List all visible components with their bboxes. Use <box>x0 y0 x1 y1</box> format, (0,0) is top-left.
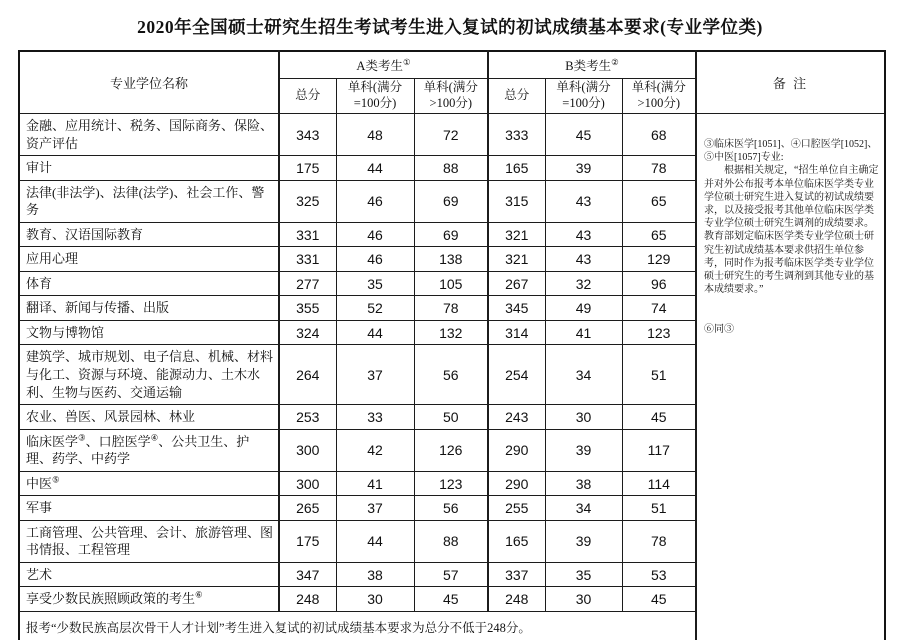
score-table-body <box>19 114 885 640</box>
score-cell: 132 <box>414 320 488 345</box>
score-cell: 325 <box>279 180 336 222</box>
score-cell: 129 <box>622 247 696 272</box>
score-cell: 72 <box>414 114 488 156</box>
degree-name-cell: 应用心理 <box>19 247 279 272</box>
degree-name-cell: 农业、兽医、风景园林、林业 <box>19 405 279 430</box>
score-cell: 56 <box>414 496 488 521</box>
score-cell: 355 <box>279 296 336 321</box>
score-cell: 74 <box>622 296 696 321</box>
score-cell: 46 <box>336 222 414 247</box>
score-cell: 53 <box>622 562 696 587</box>
degree-name-cell: 审计 <box>19 156 279 181</box>
score-cell: 267 <box>488 271 545 296</box>
score-cell: 321 <box>488 222 545 247</box>
score-cell: 46 <box>336 180 414 222</box>
degree-name-cell: 享受少数民族照顾政策的考生⑥ <box>19 587 279 612</box>
score-cell: 253 <box>279 405 336 430</box>
score-cell: 248 <box>488 587 545 612</box>
score-cell: 78 <box>622 520 696 562</box>
degree-name-cell: 临床医学③、口腔医学④、公共卫生、护理、药学、中药学 <box>19 429 279 471</box>
score-cell: 57 <box>414 562 488 587</box>
remark-body: 根据相关规定，“招生单位自主确定并对外公布报考本单位临床医学类专业学位硕士研究生进入复试的初试成绩要求，以及接受报考其他单位临床医学类专业学位硕士研究生调剂的成绩要求。教育部划定临床医学类专业学位硕士研究生初试成绩基本要求供招生单位参考，同时作为报考临床医学类专业学位硕士研究生的考生调剂到其他专业的基本成绩要求。” <box>704 165 879 296</box>
score-cell: 300 <box>279 471 336 496</box>
score-cell: 45 <box>622 587 696 612</box>
score-cell: 45 <box>545 114 622 156</box>
score-cell: 43 <box>545 247 622 272</box>
score-cell: 347 <box>279 562 336 587</box>
degree-name-cell: 工商管理、公共管理、会计、旅游管理、图书情报、工程管理 <box>19 520 279 562</box>
score-cell: 324 <box>279 320 336 345</box>
col-header-degree-name: 专业学位名称 <box>19 51 279 114</box>
score-cell: 321 <box>488 247 545 272</box>
score-cell: 254 <box>488 345 545 405</box>
score-cell: 331 <box>279 222 336 247</box>
score-cell: 78 <box>622 156 696 181</box>
score-cell: 243 <box>488 405 545 430</box>
remark-intro: ③临床医学[1051]、④口腔医学[1052]、⑤中医[1057]专业: <box>704 139 878 164</box>
score-cell: 50 <box>414 405 488 430</box>
score-cell: 117 <box>622 429 696 471</box>
score-cell: 33 <box>336 405 414 430</box>
score-cell: 52 <box>336 296 414 321</box>
score-cell: 38 <box>545 471 622 496</box>
degree-name-cell: 建筑学、城市规划、电子信息、机械、材料与化工、资源与环境、能源动力、土木水利、生物与医药、交通运输 <box>19 345 279 405</box>
score-cell: 37 <box>336 496 414 521</box>
degree-name-cell: 法律(非法学)、法律(法学)、社会工作、警务 <box>19 180 279 222</box>
col-header-a-single-100: 单科(满分=100分) <box>336 79 414 114</box>
degree-name-cell: 军事 <box>19 496 279 521</box>
score-cell: 45 <box>622 405 696 430</box>
score-cell: 165 <box>488 156 545 181</box>
minority-plan-footnote: 报考“少数民族高层次骨干人才计划”考生进入复试的初试成绩基本要求为总分不低于248分。 <box>19 612 696 640</box>
score-cell: 41 <box>336 471 414 496</box>
col-header-a-single-gt100: 单科(满分>100分) <box>414 79 488 114</box>
score-cell: 32 <box>545 271 622 296</box>
score-cell: 30 <box>545 405 622 430</box>
score-cell: 248 <box>279 587 336 612</box>
score-cell: 39 <box>545 520 622 562</box>
score-cell: 34 <box>545 345 622 405</box>
col-header-b-single-gt100: 单科(满分>100分) <box>622 79 696 114</box>
remark-cell <box>696 114 885 640</box>
score-cell: 290 <box>488 429 545 471</box>
col-header-remark: 备 注 <box>696 51 885 114</box>
col-header-b-total: 总分 <box>488 79 545 114</box>
score-cell: 45 <box>414 587 488 612</box>
remark-note: ⑥同③ <box>704 324 735 336</box>
score-cell: 56 <box>414 345 488 405</box>
score-cell: 43 <box>545 222 622 247</box>
score-cell: 44 <box>336 320 414 345</box>
score-cell: 290 <box>488 471 545 496</box>
score-cell: 315 <box>488 180 545 222</box>
score-cell: 105 <box>414 271 488 296</box>
score-cell: 46 <box>336 247 414 272</box>
degree-name-cell: 文物与博物馆 <box>19 320 279 345</box>
score-cell: 314 <box>488 320 545 345</box>
col-header-group-a: A类考生① <box>279 51 488 79</box>
score-cell: 88 <box>414 156 488 181</box>
col-header-a-total: 总分 <box>279 79 336 114</box>
degree-name-cell: 教育、汉语国际教育 <box>19 222 279 247</box>
degree-name-cell: 中医⑤ <box>19 471 279 496</box>
score-cell: 175 <box>279 156 336 181</box>
score-cell: 138 <box>414 247 488 272</box>
score-cell: 69 <box>414 180 488 222</box>
score-cell: 265 <box>279 496 336 521</box>
score-cell: 51 <box>622 496 696 521</box>
score-cell: 35 <box>336 271 414 296</box>
degree-name-cell: 体育 <box>19 271 279 296</box>
score-cell: 68 <box>622 114 696 156</box>
score-cell: 264 <box>279 345 336 405</box>
score-cell: 78 <box>414 296 488 321</box>
score-cell: 333 <box>488 114 545 156</box>
score-cell: 44 <box>336 520 414 562</box>
score-cell: 96 <box>622 271 696 296</box>
score-cell: 175 <box>279 520 336 562</box>
col-header-group-b: B类考生② <box>488 51 696 79</box>
score-cell: 255 <box>488 496 545 521</box>
score-cell: 37 <box>336 345 414 405</box>
score-cell: 343 <box>279 114 336 156</box>
score-cell: 331 <box>279 247 336 272</box>
score-cell: 126 <box>414 429 488 471</box>
score-cell: 30 <box>336 587 414 612</box>
score-cell: 277 <box>279 271 336 296</box>
score-cell: 48 <box>336 114 414 156</box>
score-cell: 41 <box>545 320 622 345</box>
score-cell: 65 <box>622 222 696 247</box>
score-cell: 300 <box>279 429 336 471</box>
score-cell: 34 <box>545 496 622 521</box>
score-cell: 337 <box>488 562 545 587</box>
degree-name-cell: 金融、应用统计、税务、国际商务、保险、资产评估 <box>19 114 279 156</box>
score-cell: 39 <box>545 429 622 471</box>
score-cell: 123 <box>414 471 488 496</box>
score-cell: 35 <box>545 562 622 587</box>
degree-name-cell: 翻译、新闻与传播、出版 <box>19 296 279 321</box>
table-row <box>19 114 885 156</box>
degree-name-cell: 艺术 <box>19 562 279 587</box>
score-cell: 51 <box>622 345 696 405</box>
score-cell: 114 <box>622 471 696 496</box>
score-cell: 69 <box>414 222 488 247</box>
header-row-groups <box>19 51 885 79</box>
score-cell: 165 <box>488 520 545 562</box>
page-title: 2020年全国硕士研究生招生考试考生进入复试的初试成绩基本要求(专业学位类) <box>137 17 763 37</box>
score-cell: 42 <box>336 429 414 471</box>
score-cell: 65 <box>622 180 696 222</box>
score-cell: 38 <box>336 562 414 587</box>
score-cell: 123 <box>622 320 696 345</box>
score-table <box>18 50 886 640</box>
score-cell: 44 <box>336 156 414 181</box>
score-cell: 49 <box>545 296 622 321</box>
score-cell: 88 <box>414 520 488 562</box>
score-cell: 43 <box>545 180 622 222</box>
col-header-b-single-100: 单科(满分=100分) <box>545 79 622 114</box>
score-cell: 345 <box>488 296 545 321</box>
score-cell: 30 <box>545 587 622 612</box>
score-cell: 39 <box>545 156 622 181</box>
